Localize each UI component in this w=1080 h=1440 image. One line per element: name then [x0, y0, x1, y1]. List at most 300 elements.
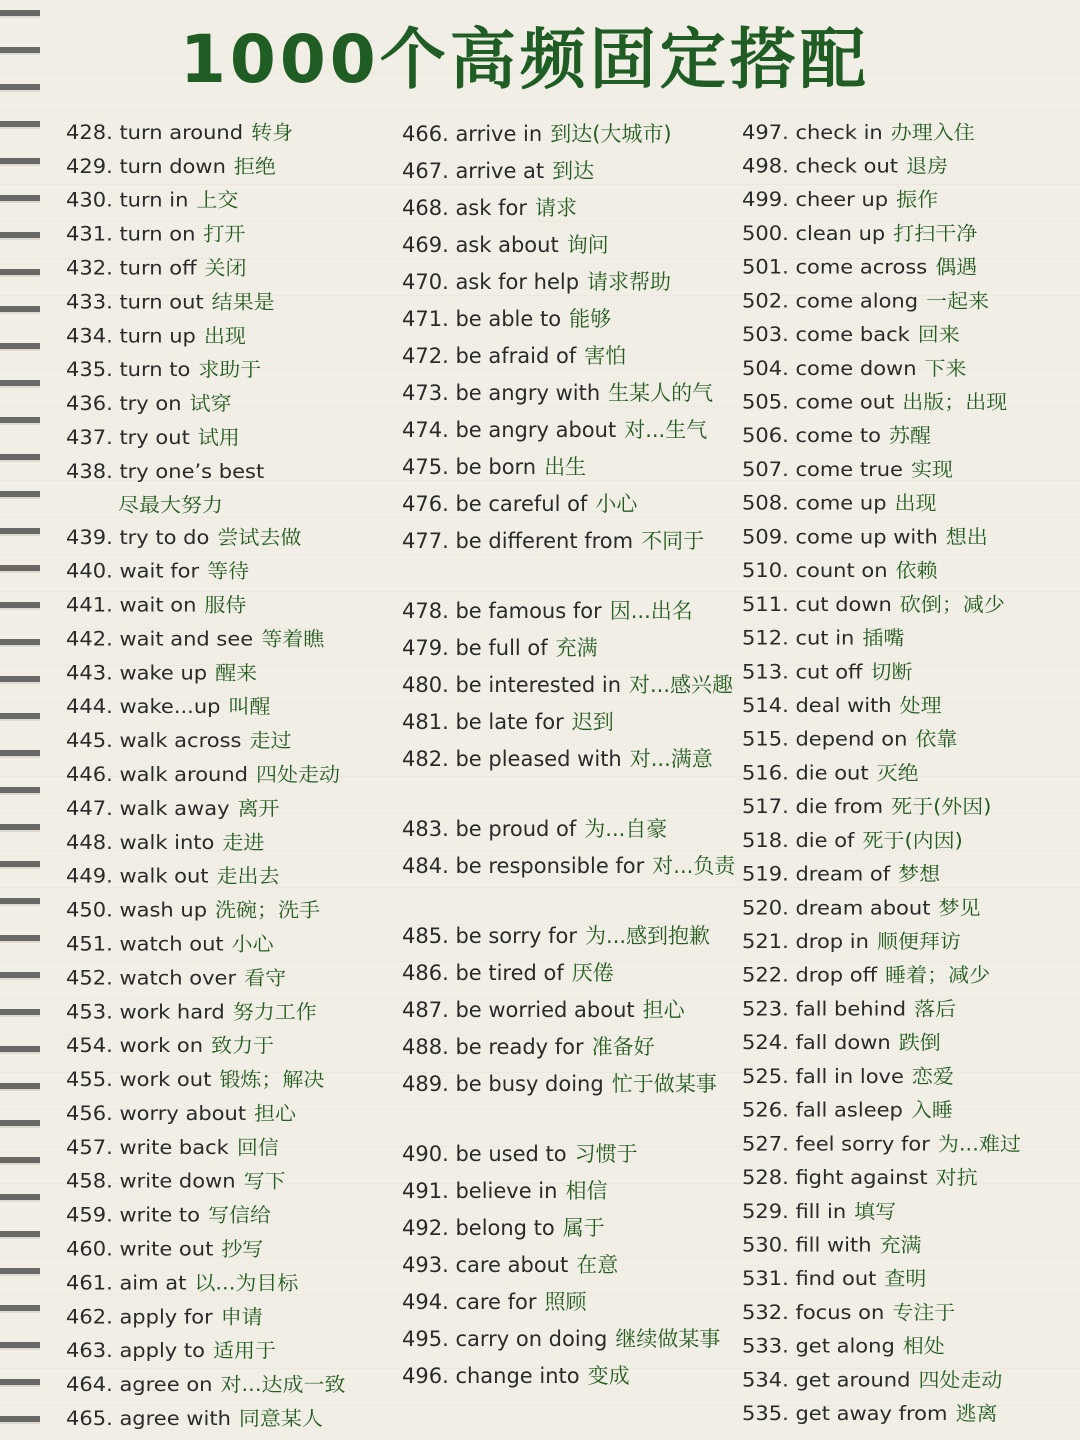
chinese-meaning: 小心 — [595, 492, 638, 516]
english-phrase: change into — [455, 1364, 580, 1388]
chinese-meaning: 跌倒 — [898, 1031, 941, 1054]
entry-number: 457. — [66, 1136, 120, 1159]
phrase-entry — [742, 1026, 1080, 1060]
english-phrase: ask for — [455, 196, 527, 220]
chinese-meaning: 因...出名 — [609, 599, 693, 623]
phrase-entry — [66, 589, 406, 623]
chinese-meaning: 担心 — [642, 998, 685, 1022]
entry-number: 530. — [742, 1234, 796, 1257]
phrase-entry — [742, 453, 1080, 487]
phrase-entry — [402, 301, 742, 338]
chinese-meaning: 习惯于 — [574, 1142, 638, 1166]
english-phrase: try out — [119, 426, 190, 449]
entry-number: 431. — [66, 223, 120, 246]
chinese-meaning: 担心 — [254, 1102, 297, 1125]
english-phrase: turn around — [119, 121, 244, 144]
english-phrase: fall in love — [795, 1065, 904, 1088]
phrase-entry — [66, 961, 406, 995]
phrase-entry — [402, 1321, 742, 1358]
chinese-meaning: 写下 — [243, 1170, 286, 1193]
english-phrase: agree on — [119, 1373, 213, 1396]
chinese-meaning: 到达(大城市) — [550, 122, 672, 146]
spacer — [402, 778, 742, 811]
entry-number: 533. — [742, 1335, 796, 1358]
chinese-meaning: 迟到 — [571, 710, 614, 734]
entry-number: 496. — [402, 1364, 456, 1388]
phrase-entry — [66, 116, 406, 150]
chinese-meaning: 致力于 — [211, 1034, 275, 1057]
chinese-meaning: 依靠 — [915, 728, 958, 751]
entry-number: 492. — [402, 1216, 456, 1240]
entry-number: 478. — [402, 599, 456, 623]
phrase-entry — [742, 285, 1080, 319]
english-phrase: be sorry for — [455, 924, 578, 948]
english-phrase: agree with — [119, 1407, 231, 1430]
column-3 — [742, 116, 1080, 1431]
entry-number: 437. — [66, 426, 120, 449]
entry-number: 507. — [742, 458, 796, 481]
chinese-meaning: 看守 — [244, 966, 287, 989]
phrase-entry — [66, 252, 406, 286]
phrase-entry — [66, 894, 406, 928]
english-phrase: be busy doing — [455, 1072, 604, 1096]
entry-number: 504. — [742, 357, 796, 380]
english-phrase: care about — [455, 1253, 569, 1277]
entry-number: 438. — [66, 460, 120, 483]
english-phrase: deal with — [795, 694, 892, 717]
entry-number: 442. — [66, 628, 120, 651]
entry-number: 495. — [402, 1327, 456, 1351]
entry-number: 450. — [66, 899, 120, 922]
phrase-entry — [66, 521, 406, 555]
phrase-entry — [742, 959, 1080, 993]
entry-number: 484. — [402, 854, 456, 878]
phrase-entry — [66, 724, 406, 758]
phrase-entry — [742, 858, 1080, 892]
entry-number: 462. — [66, 1305, 120, 1328]
entry-number: 517. — [742, 795, 796, 818]
chinese-meaning: 回来 — [917, 323, 960, 346]
chinese-meaning: 到达 — [552, 159, 595, 183]
phrase-entry — [742, 1128, 1080, 1162]
phrase-entry — [742, 150, 1080, 184]
english-phrase: write to — [119, 1204, 200, 1227]
english-phrase: feel sorry for — [795, 1133, 930, 1155]
chinese-meaning: 生某人的气 — [608, 381, 714, 405]
spiral-binding — [0, 0, 40, 1440]
entry-number: 479. — [402, 636, 456, 660]
chinese-meaning: 洗碗；洗手 — [215, 899, 321, 922]
english-phrase: drop in — [795, 930, 869, 953]
phrase-entry — [742, 1262, 1080, 1296]
phrase-entry — [66, 1334, 406, 1368]
phrase-entry — [742, 824, 1080, 858]
chinese-meaning: 相处 — [902, 1335, 945, 1358]
english-phrase: be angry with — [455, 381, 601, 405]
phrase-entry — [742, 183, 1080, 217]
english-phrase: dream of — [795, 863, 891, 886]
entry-number: 515. — [742, 728, 796, 751]
entry-number: 459. — [66, 1204, 120, 1227]
phrase-entry — [66, 758, 406, 792]
entry-number: 446. — [66, 763, 120, 786]
chinese-meaning: 努力工作 — [232, 1000, 317, 1023]
chinese-meaning: 专注于 — [892, 1301, 956, 1324]
chinese-meaning: 偶遇 — [935, 256, 978, 279]
entry-number: 535. — [742, 1402, 796, 1425]
english-phrase: wake...up — [119, 695, 221, 718]
english-phrase: be different from — [455, 529, 634, 553]
chinese-meaning: 准备好 — [591, 1035, 655, 1059]
entry-number: 443. — [66, 661, 120, 684]
english-phrase: come up — [795, 492, 887, 515]
chinese-meaning: 为...感到抱歉 — [585, 924, 711, 948]
phrase-entry — [742, 554, 1080, 588]
english-phrase: cheer up — [795, 188, 889, 211]
phrase-entry — [742, 116, 1080, 150]
entry-number: 448. — [66, 831, 120, 854]
chinese-meaning: 以...为目标 — [194, 1271, 299, 1294]
english-phrase: turn down — [119, 155, 226, 178]
english-phrase: try to do — [119, 526, 210, 549]
chinese-meaning: 转身 — [251, 121, 294, 144]
phrase-entry — [402, 264, 742, 301]
english-phrase: work hard — [119, 1000, 225, 1023]
english-phrase: arrive at — [455, 159, 545, 183]
chinese-meaning: 办理入住 — [890, 121, 975, 144]
entry-number: 458. — [66, 1170, 120, 1193]
chinese-meaning: 叫醒 — [228, 695, 271, 718]
chinese-meaning: 退房 — [906, 155, 948, 178]
entry-number: 526. — [742, 1099, 796, 1122]
chinese-meaning: 梦想 — [898, 863, 941, 886]
chinese-meaning: 关闭 — [204, 257, 247, 280]
phrase-entry — [66, 285, 406, 319]
entry-number: 505. — [742, 391, 796, 414]
chinese-meaning: 服侍 — [204, 594, 247, 617]
phrase-entry — [742, 757, 1080, 791]
chinese-meaning: 尽最大努力 — [118, 494, 223, 517]
phrase-entry — [402, 1210, 742, 1247]
phrase-entry — [402, 1247, 742, 1284]
entry-number: 470. — [402, 270, 456, 294]
chinese-meaning: 询问 — [566, 233, 609, 257]
entry-number: 506. — [742, 424, 796, 447]
english-phrase: fall behind — [795, 998, 907, 1021]
chinese-meaning: 入睡 — [910, 1099, 953, 1122]
entry-number: 474. — [402, 418, 456, 442]
entry-number: 493. — [402, 1253, 456, 1277]
english-phrase: come up with — [795, 526, 938, 548]
entry-number: 439. — [66, 526, 120, 549]
english-phrase: be proud of — [455, 817, 577, 841]
chinese-meaning: 对...满意 — [629, 747, 713, 771]
english-phrase: worry about — [119, 1102, 247, 1125]
phrase-entry — [402, 992, 742, 1029]
english-phrase: walk away — [119, 797, 230, 820]
entry-number: 467. — [402, 159, 456, 183]
phrase-entry — [742, 588, 1080, 622]
english-phrase: die of — [795, 829, 855, 852]
entry-number: 499. — [742, 188, 796, 211]
phrase-entry — [402, 338, 742, 375]
entry-number: 529. — [742, 1200, 796, 1223]
english-phrase: turn out — [119, 290, 204, 313]
phrase-entry — [742, 723, 1080, 757]
entry-number: 483. — [402, 817, 456, 841]
english-phrase: walk around — [119, 763, 248, 786]
english-phrase: check in — [795, 121, 883, 144]
phrase-entry — [66, 218, 406, 252]
english-phrase: watch over — [119, 966, 237, 989]
phrase-entry — [402, 848, 742, 885]
chinese-meaning: 对...负责 — [652, 854, 736, 878]
english-phrase: turn in — [119, 189, 189, 212]
english-phrase: write out — [119, 1238, 214, 1261]
english-phrase: die from — [795, 795, 884, 818]
entry-number: 453. — [66, 1000, 120, 1023]
phrase-entry — [402, 811, 742, 848]
chinese-meaning: 尝试去做 — [217, 526, 302, 549]
english-phrase: fall down — [795, 1031, 891, 1054]
entry-number: 534. — [742, 1369, 796, 1391]
chinese-meaning: 恋爱 — [911, 1065, 954, 1088]
chinese-meaning: 苏醒 — [888, 424, 931, 447]
phrase-entry — [402, 375, 742, 412]
phrase-entry — [402, 1284, 742, 1321]
phrase-entry — [66, 623, 406, 657]
chinese-meaning: 对...达成一致 — [220, 1373, 346, 1396]
phrase-entry — [66, 1165, 406, 1199]
english-phrase: focus on — [795, 1301, 885, 1324]
entry-number: 477. — [402, 529, 456, 553]
entry-number: 449. — [66, 865, 120, 888]
phrase-entry — [66, 860, 406, 894]
chinese-meaning: 醒来 — [215, 661, 258, 684]
entry-number: 522. — [742, 964, 796, 987]
phrase-entry — [742, 1060, 1080, 1094]
english-phrase: turn on — [119, 223, 196, 246]
entry-number: 491. — [402, 1179, 456, 1203]
entry-number: 464. — [66, 1373, 120, 1396]
english-phrase: walk into — [119, 831, 215, 854]
entry-number: 444. — [66, 695, 120, 718]
chinese-meaning: 适用于 — [213, 1339, 276, 1362]
entry-number: 452. — [66, 966, 120, 989]
phrase-entry — [66, 1266, 406, 1300]
entry-number: 476. — [402, 492, 456, 516]
entry-number: 510. — [742, 559, 796, 582]
english-phrase: write back — [119, 1136, 229, 1159]
entry-number: 430. — [66, 189, 120, 212]
spacer — [402, 1103, 742, 1136]
phrase-entry — [742, 1296, 1080, 1330]
phrase-entry — [742, 521, 1080, 555]
english-phrase: be used to — [455, 1142, 567, 1166]
english-phrase: try on — [119, 392, 182, 415]
entry-number: 455. — [66, 1068, 120, 1091]
entry-number: 518. — [742, 829, 796, 852]
chinese-meaning: 处理 — [899, 694, 942, 717]
english-phrase: come true — [795, 458, 903, 481]
entry-number: 489. — [402, 1072, 456, 1096]
english-phrase: cut off — [795, 660, 863, 683]
english-phrase: turn to — [119, 358, 191, 381]
entry-number: 524. — [742, 1031, 796, 1054]
chinese-meaning: 害怕 — [584, 344, 627, 368]
phrase-entry — [402, 1029, 742, 1066]
phrase-entry — [742, 892, 1080, 926]
chinese-meaning: 实现 — [910, 458, 953, 481]
phrase-entry — [66, 421, 406, 455]
phrase-entry — [742, 1364, 1080, 1398]
english-phrase: come along — [795, 290, 919, 312]
english-phrase: watch out — [119, 933, 224, 956]
phrase-entry — [402, 449, 742, 486]
chinese-meaning: 在意 — [576, 1253, 619, 1277]
phrase-entry — [742, 318, 1080, 352]
phrase-entry — [402, 704, 742, 741]
phrase-entry — [742, 689, 1080, 723]
entry-number: 441. — [66, 594, 120, 617]
chinese-meaning: 变成 — [587, 1364, 630, 1388]
english-phrase: apply for — [119, 1305, 213, 1328]
english-phrase: fall asleep — [795, 1099, 903, 1122]
chinese-meaning: 请求 — [534, 196, 577, 220]
phrase-entry — [66, 1300, 406, 1334]
english-phrase: be worried about — [455, 998, 635, 1022]
entry-number: 482. — [402, 747, 456, 771]
english-phrase: die out — [795, 762, 869, 784]
phrase-entry — [402, 227, 742, 264]
chinese-meaning: 等待 — [207, 560, 250, 583]
english-phrase: fight against — [795, 1166, 928, 1189]
phrase-entry — [742, 352, 1080, 386]
chinese-meaning: 对...感兴趣 — [629, 673, 734, 697]
chinese-meaning: 求助于 — [198, 358, 262, 381]
phrase-entry — [742, 1094, 1080, 1128]
phrase-entry — [66, 792, 406, 826]
english-phrase: turn off — [119, 257, 197, 280]
phrase-entry — [742, 1397, 1080, 1431]
entry-number: 456. — [66, 1102, 120, 1125]
entry-number: 511. — [742, 593, 796, 616]
phrase-entry — [402, 486, 742, 523]
chinese-meaning: 切断 — [870, 660, 913, 683]
entry-number: 516. — [742, 762, 796, 784]
english-phrase: count on — [795, 559, 888, 582]
english-phrase: come out — [795, 391, 895, 414]
english-phrase: wake up — [119, 661, 208, 684]
english-phrase: clean up — [795, 222, 886, 245]
english-phrase: be famous for — [455, 599, 602, 623]
entry-number: 465. — [66, 1407, 120, 1430]
entry-number: 480. — [402, 673, 456, 697]
phrase-entry — [742, 790, 1080, 824]
english-phrase: be ready for — [455, 1035, 584, 1059]
chinese-meaning: 能够 — [569, 307, 612, 331]
chinese-meaning: 死于(外因) — [891, 795, 992, 818]
entry-number: 468. — [402, 196, 456, 220]
chinese-meaning: 锻炼；解决 — [219, 1068, 325, 1091]
english-phrase: depend on — [795, 728, 908, 751]
chinese-meaning: 对抗 — [935, 1166, 978, 1189]
english-phrase: be careful of — [455, 492, 588, 516]
chinese-meaning: 等着瞧 — [261, 628, 325, 651]
entry-number: 428. — [66, 121, 120, 144]
phrase-entry — [742, 1330, 1080, 1364]
chinese-meaning: 抄写 — [221, 1238, 264, 1261]
entry-number: 481. — [402, 710, 456, 734]
english-phrase: drop off — [795, 964, 878, 987]
phrase-entry — [742, 1229, 1080, 1263]
chinese-meaning: 厌倦 — [571, 961, 614, 985]
english-phrase: cut in — [795, 627, 855, 650]
chinese-meaning: 打扫干净 — [893, 222, 978, 245]
chinese-meaning: 插嘴 — [862, 627, 905, 650]
entry-number: 509. — [742, 526, 796, 548]
phrase-entry — [742, 655, 1080, 689]
entry-number: 440. — [66, 560, 120, 583]
phrase-entry — [402, 1066, 742, 1103]
spacer — [402, 885, 742, 918]
entry-number: 435. — [66, 358, 120, 381]
entry-number: 451. — [66, 933, 120, 956]
english-phrase: wash up — [119, 899, 208, 922]
english-phrase: be late for — [455, 710, 564, 734]
chinese-meaning: 一起来 — [926, 290, 990, 312]
entry-number: 472. — [402, 344, 456, 368]
entry-number: 508. — [742, 492, 796, 515]
english-phrase: turn up — [119, 324, 196, 347]
entry-number: 525. — [742, 1065, 796, 1088]
chinese-meaning: 对...生气 — [624, 418, 708, 442]
phrase-entry — [402, 153, 742, 190]
english-phrase: try one’s best — [119, 460, 265, 483]
entry-number: 488. — [402, 1035, 456, 1059]
chinese-meaning: 出版；出现 — [902, 391, 1008, 414]
english-phrase: get away from — [795, 1402, 948, 1425]
chinese-meaning: 试用 — [197, 426, 240, 449]
entry-number: 497. — [742, 121, 796, 144]
english-phrase: arrive in — [455, 122, 543, 146]
english-phrase: care for — [455, 1290, 537, 1314]
english-phrase: come down — [795, 357, 917, 380]
chinese-meaning: 回信 — [236, 1136, 279, 1159]
chinese-meaning: 属于 — [562, 1216, 605, 1240]
english-phrase: cut down — [795, 593, 892, 616]
entry-number: 485. — [402, 924, 456, 948]
chinese-meaning: 请求帮助 — [587, 270, 672, 294]
english-phrase: check out — [795, 155, 898, 178]
entry-number: 519. — [742, 863, 796, 886]
chinese-meaning: 拒绝 — [233, 155, 276, 178]
phrase-entry — [402, 1358, 742, 1395]
entry-number: 490. — [402, 1142, 456, 1166]
chinese-meaning: 同意某人 — [238, 1407, 323, 1430]
english-phrase: be pleased with — [455, 747, 622, 771]
chinese-meaning: 出现 — [894, 492, 937, 515]
english-phrase: come to — [795, 424, 881, 447]
entry-number: 494. — [402, 1290, 456, 1314]
phrase-entry — [402, 955, 742, 992]
phrase-entry — [402, 1136, 742, 1173]
chinese-meaning: 为...难过 — [937, 1133, 1021, 1155]
chinese-meaning: 振作 — [896, 188, 939, 211]
entry-number: 531. — [742, 1267, 796, 1290]
english-phrase: come back — [795, 323, 910, 346]
entry-number: 500. — [742, 222, 796, 245]
